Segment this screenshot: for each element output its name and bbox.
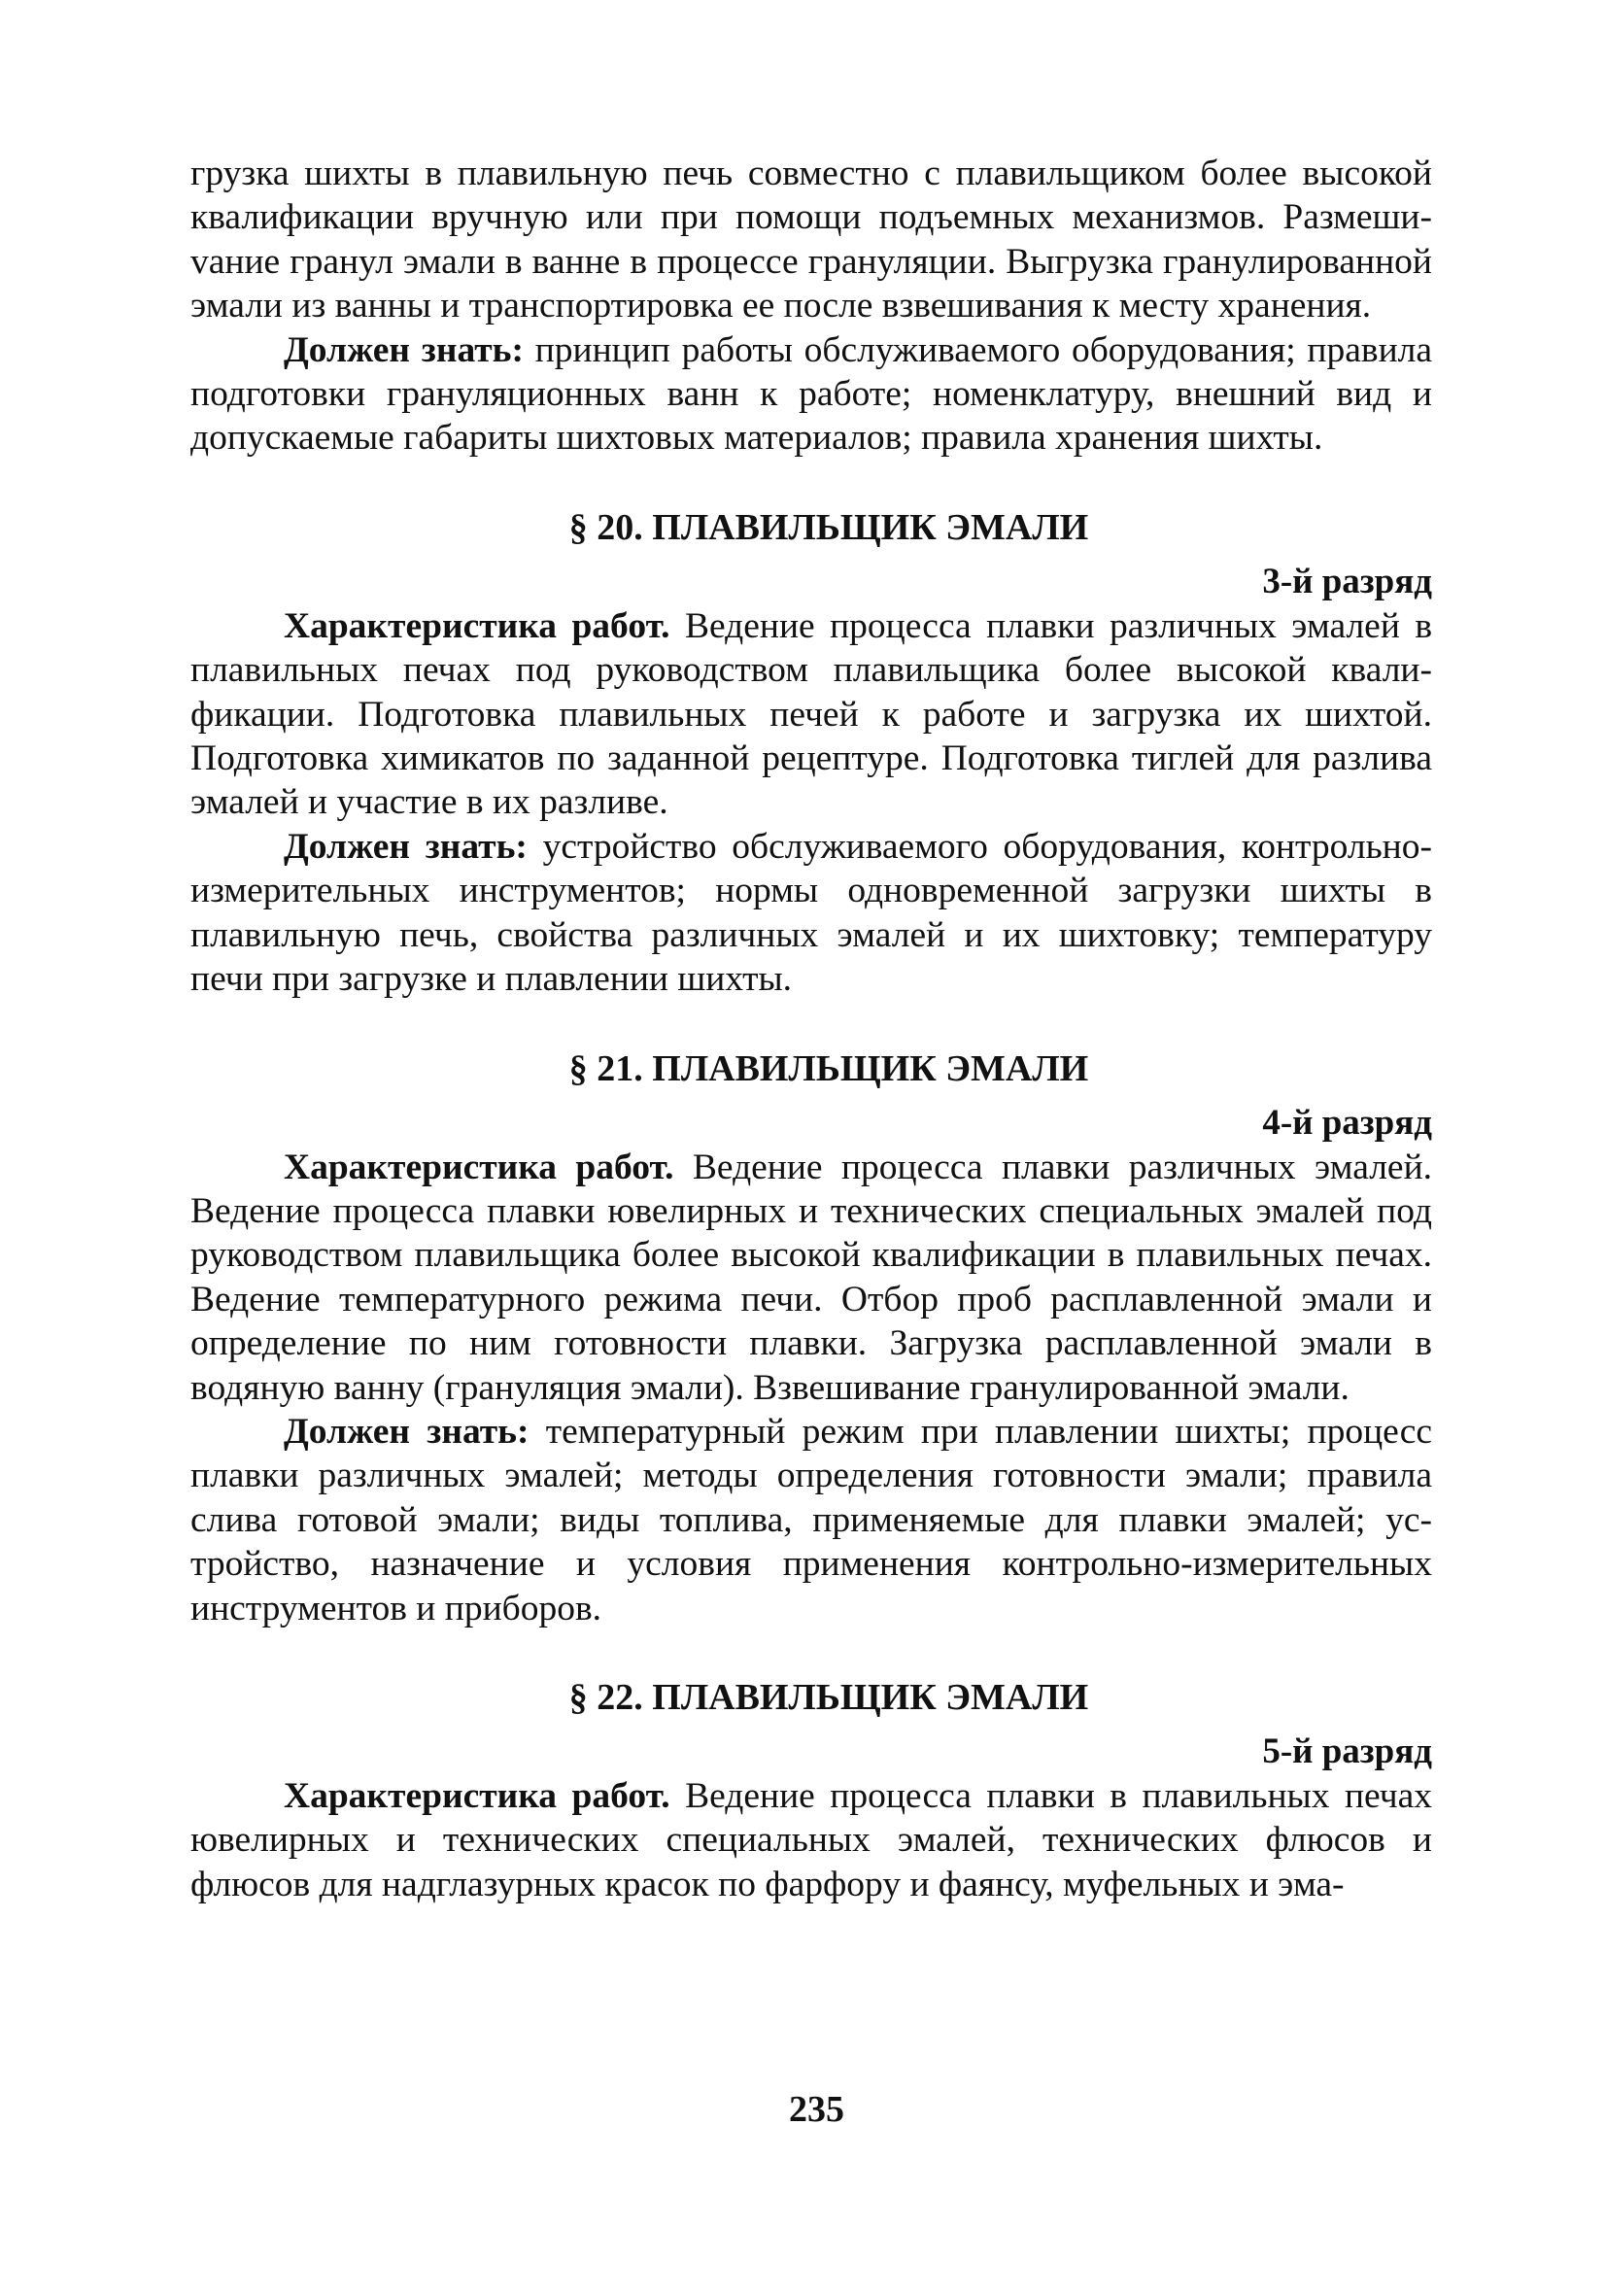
work-characteristics-text: Ведение процесса плавки различных эмалей в плавильных печах под руководством плавильщика более высокой квалификации. Подготовка плавильных печей к работе и загрузка их шихтой. Подготовка химикатов по заданной рецептуре. Подготовка тиглей для разлива эмалей и участие в их разливе.: [190, 605, 1433, 823]
work-characteristics-lead: Характеристика работ.: [284, 1775, 670, 1816]
work-characteristics-lead: Характеристика работ.: [284, 1147, 674, 1187]
work-characteristics: [190, 604, 1432, 825]
document-page: [190, 152, 1432, 1906]
section-heading: § 22. ПЛАВИЛЬЩИК ЭМАЛИ: [568, 1676, 1089, 1718]
intro-paragraph: грузка шихты в плавильную печь совместно с плавильщиком более высокой квалификации вручную или при помощи подъемных механизмов. Размешиvание гранул эмали в ванне в процессе грануляции. Выгрузка гранулированной эмали из ванны и транспортировка ее после взвешивания к месту хранения.: [190, 154, 1432, 326]
work-characteristics-text: Ведение процесса плавки в плавильных печах ювелирных и технических специальных эмалей, технических флюсов и флюсов для надглазурных красок по фарфору и фаянсу, муфельных и эма-: [190, 1775, 1433, 1904]
required-knowledge: [190, 825, 1432, 1002]
grade-label: 3-й разряд: [1262, 561, 1432, 601]
work-characteristics-lead: Характеристика работ.: [284, 605, 670, 646]
work-characteristics-text: Ведение процесса плавки различных эмалей. Ведение процесса плавки ювелирных и технических специальных эмалей под руководством плавильщика более высокой квалификации в плавильных печах. Ведение температурного режима печи. Отбор проб расплавленной эмали и определение по ним готовности плавки. Загрузка расплавленной эмали в водяную ванну (грануляция эмали). Взвешивание гранулированной эмали.: [190, 1147, 1433, 1408]
section-20: [190, 505, 1432, 1002]
required-knowledge-lead: Должен знать:: [284, 826, 528, 867]
required-knowledge-text: принцип работы обслуживаемого оборудования; правила подготовки грануляционных ванн к работе; номенклатуру, внешний вид и допускаемые габариты шихтовых материалов; правила хранения шихты.: [190, 329, 1432, 459]
section-heading: § 21. ПЛАВИЛЬЩИК ЭМАЛИ: [568, 1047, 1089, 1089]
required-knowledge-text: устройство обслуживаемого оборудования, контрольно-измерительных инструментов; нормы одновременной загрузки шихты в плавильную печь, свойства различных эмалей и их шихтовку; температуру печи при загрузке и плавлении шихты.: [190, 826, 1432, 1000]
page-number: 235: [789, 2089, 844, 2130]
required-knowledge-lead: Должен знать:: [284, 329, 524, 370]
work-characteristics: [190, 1774, 1432, 1906]
required-knowledge: [190, 1410, 1432, 1630]
section-21: [190, 1046, 1432, 1630]
required-knowledge-text: температурный режим при плавлении шихты; процесс плавки различных эмалей; методы определения готовности эмали; правила слива готовой эмали; виды топлива, применяемые для плавки эмалей; устройство, назначение и условия применения контрольно-измерительных инструментов и приборов.: [190, 1411, 1432, 1628]
grade-label: 5-й разряд: [1262, 1731, 1432, 1771]
work-characteristics: [190, 1146, 1432, 1410]
required-knowledge-lead: Должен знать:: [284, 1411, 530, 1452]
intro-required-knowledge: [190, 328, 1432, 461]
section-heading: § 20. ПЛАВИЛЬЩИК ЭМАЛИ: [568, 506, 1089, 548]
section-22: [190, 1675, 1432, 1906]
grade-label: 4-й разряд: [1262, 1102, 1432, 1143]
